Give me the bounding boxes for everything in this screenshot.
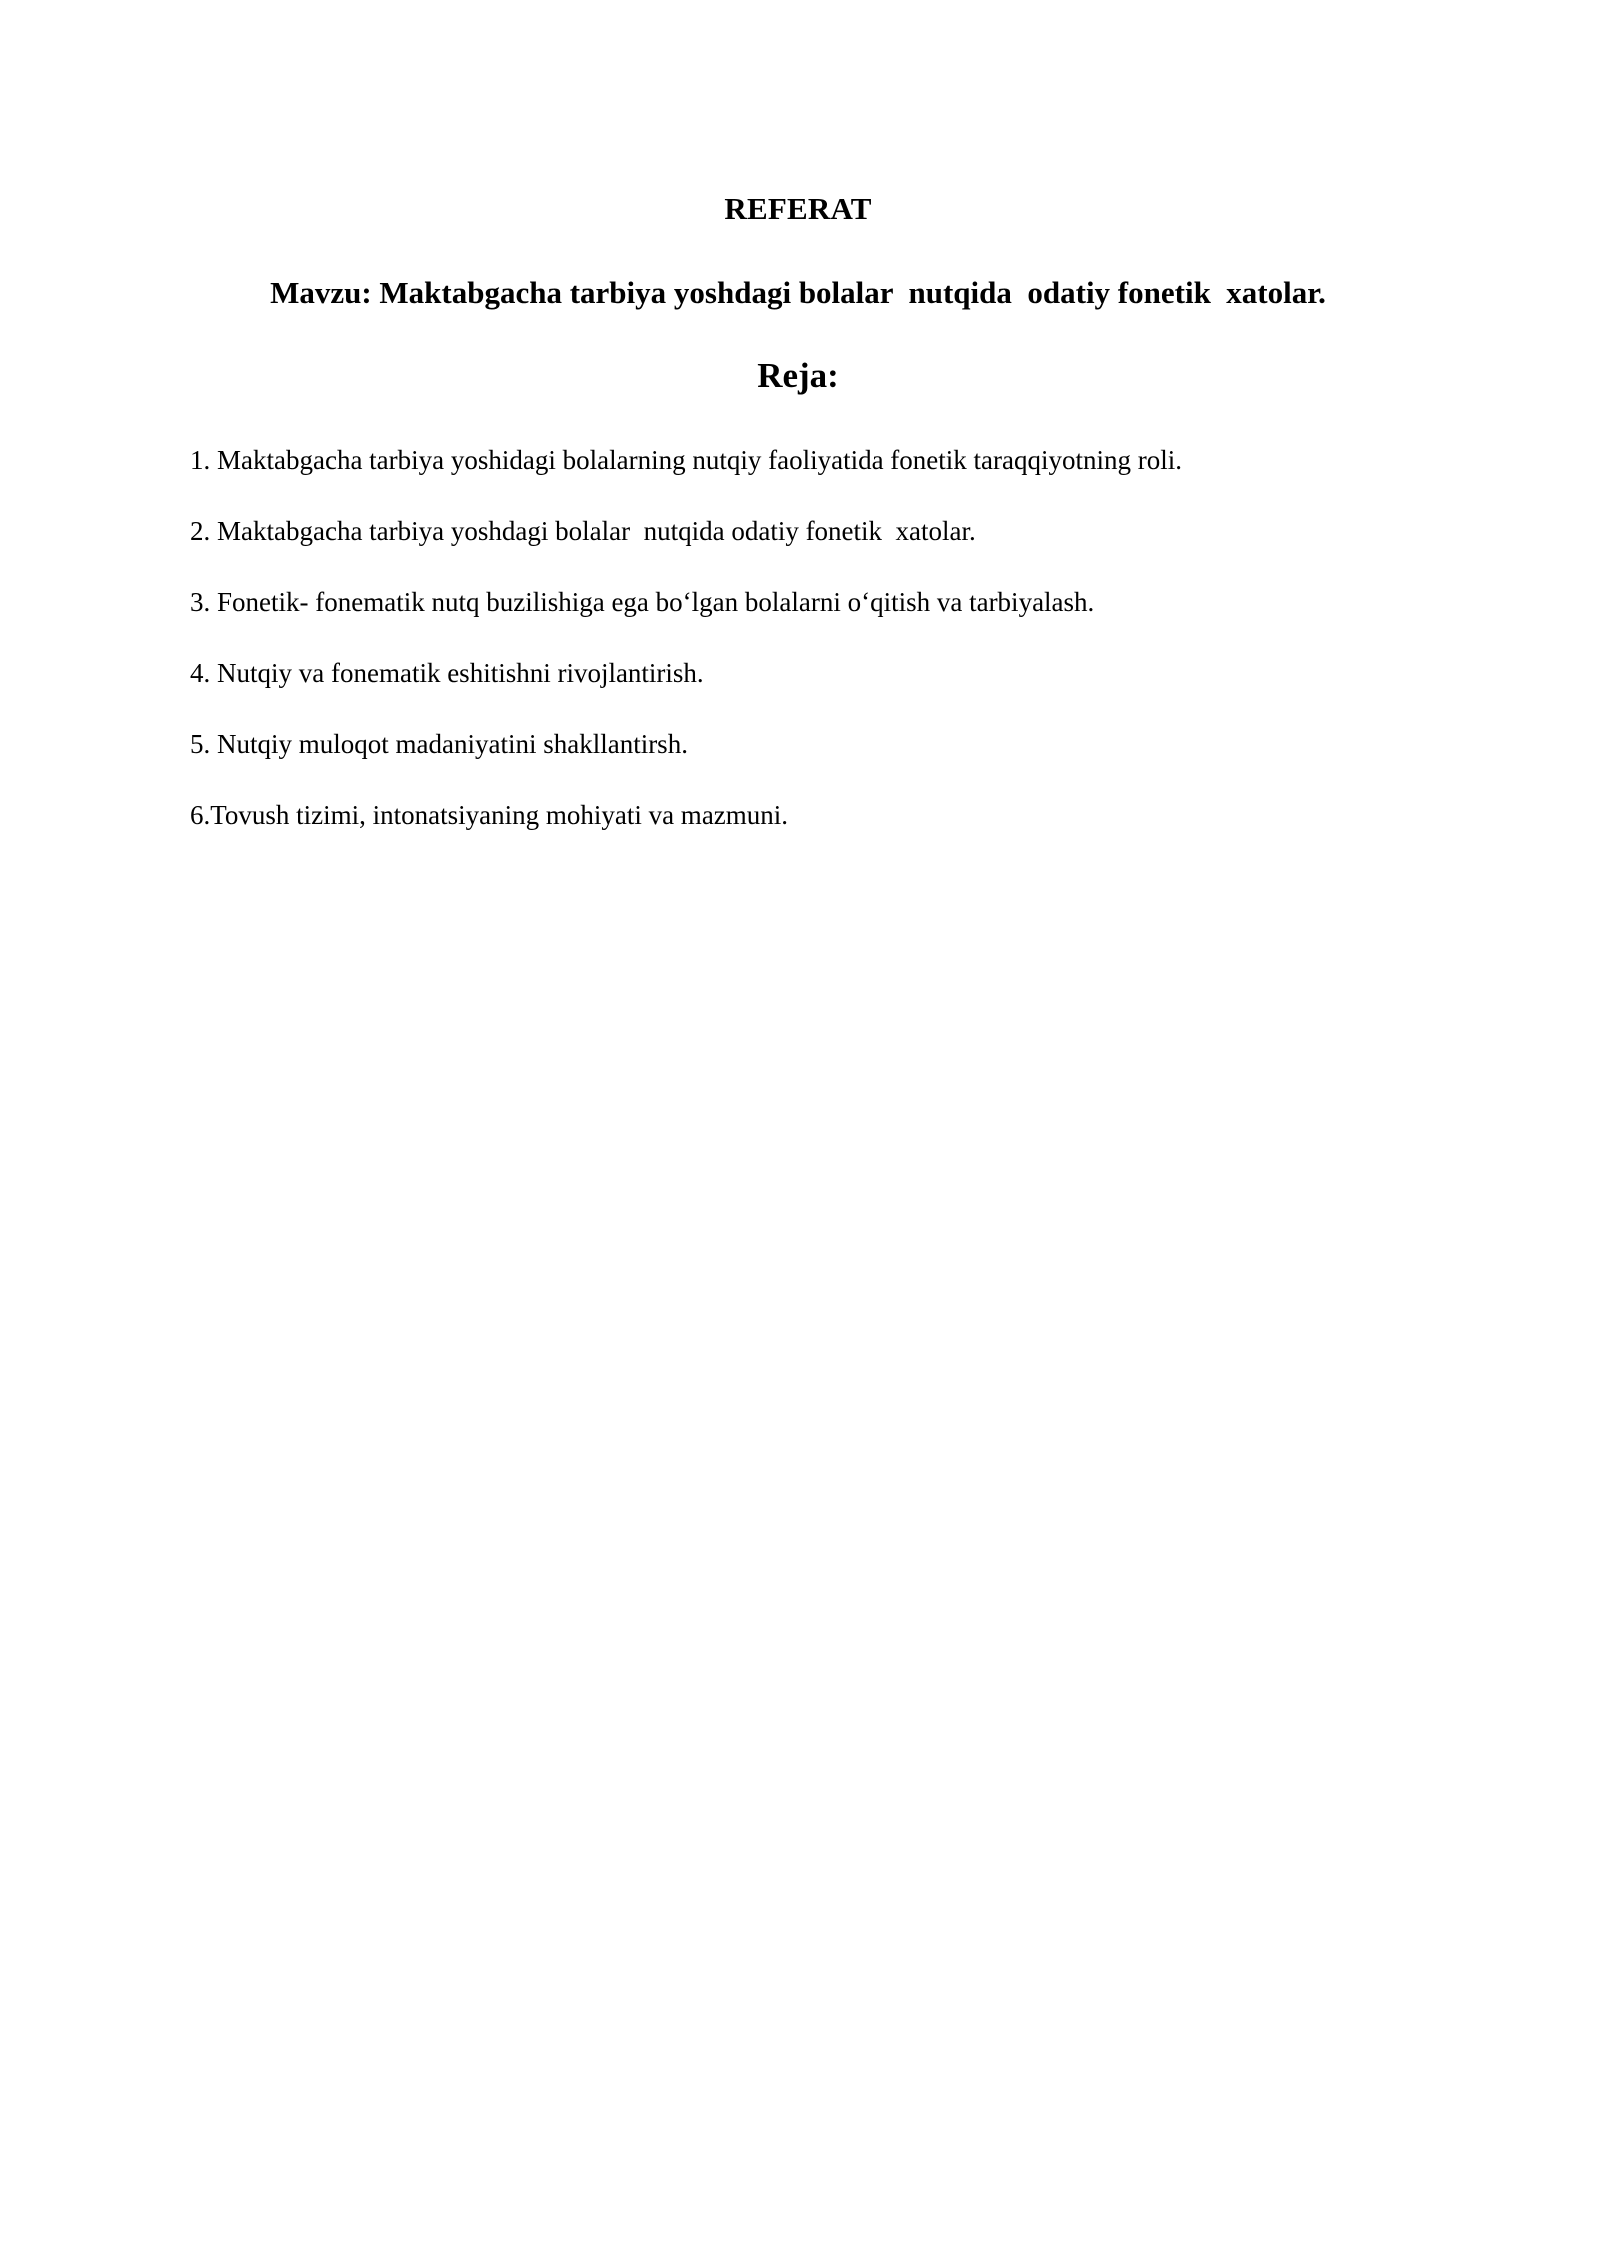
plan-list-item: 5. Nutqiy muloqot madaniyatini shakllantirsh.: [190, 729, 688, 760]
plan-list-item: 3. Fonetik- fonematik nutq buzilishiga ega bo‘lgan bolalarni o‘qitish va tarbiyalash.: [190, 587, 1095, 618]
document-title: REFERAT: [724, 191, 872, 226]
document-content: [190, 0, 1406, 836]
plan-list-item: 1. Maktabgacha tarbiya yoshidagi bolalarning nutqiy faoliyatida fonetik taraqqiyotning roli.: [190, 445, 1182, 476]
plan-list-item: 2. Maktabgacha tarbiya yoshdagi bolalar nutqida odatiy fonetik xatolar.: [190, 516, 976, 547]
subject-heading: Mavzu: Maktabgacha tarbiya yoshdagi bolalar nutqida odatiy fonetik xatolar.: [270, 274, 1326, 310]
plan-list-item: 6.Tovush tizimi, intonatsiyaning mohiyati va mazmuni.: [190, 800, 789, 831]
plan-list-item: 4. Nutqiy va fonematik eshitishni rivojlantirish.: [190, 658, 704, 689]
plan-list: [190, 402, 1406, 836]
plan-heading: Reja:: [757, 355, 839, 395]
